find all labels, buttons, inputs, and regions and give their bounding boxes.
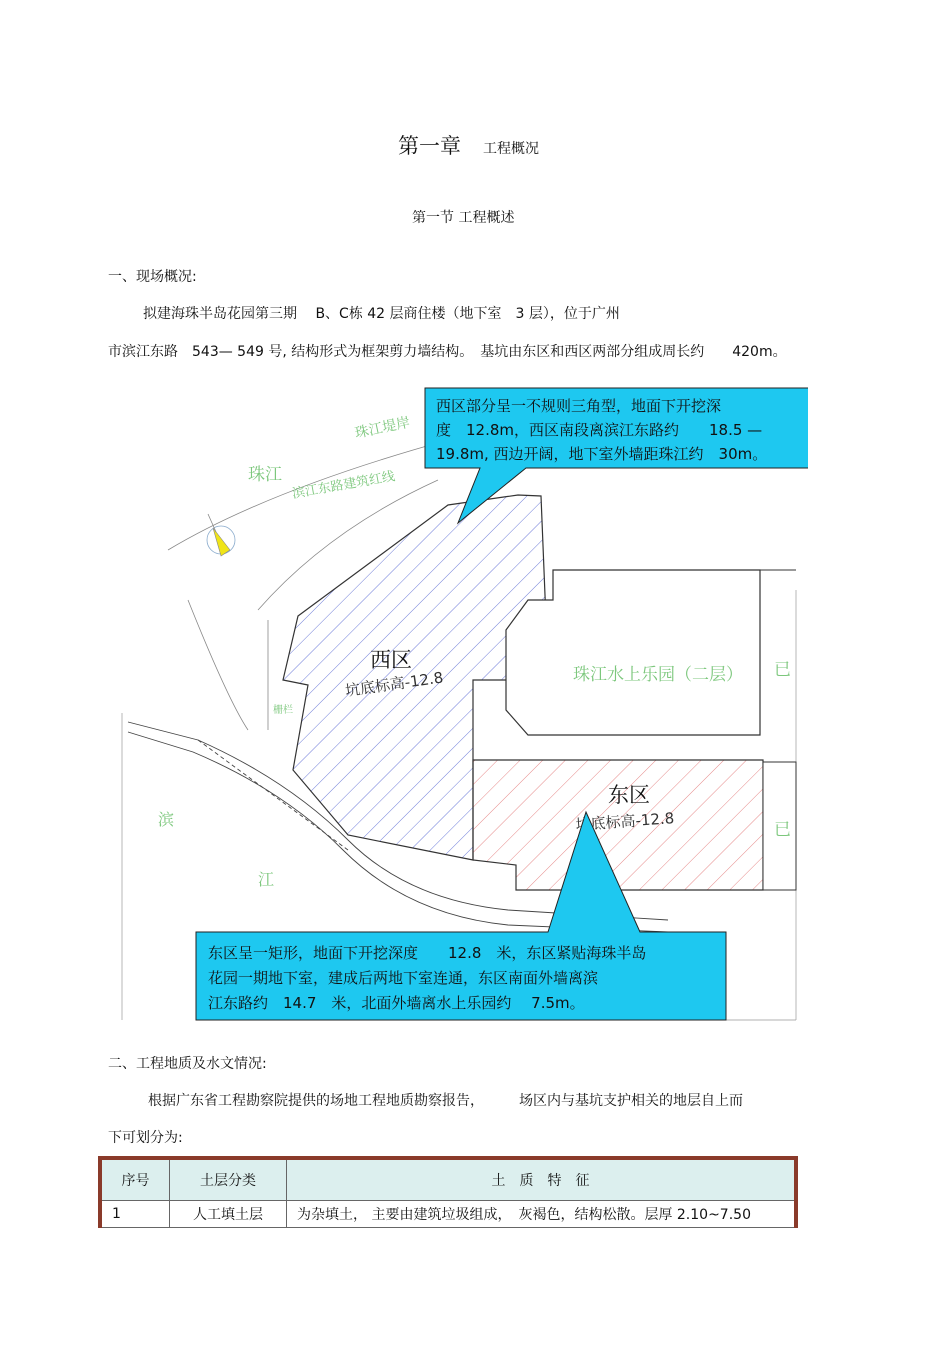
geology-line1: 根据广东省工程勘察院提供的场地工程地质勘察报告， 场区内与基坑支护相关的地层自上而 <box>148 1093 743 1109</box>
table-row <box>100 1201 796 1228</box>
label-road-2: 江 <box>258 870 275 889</box>
geology-line2: 下可划分为: <box>108 1130 183 1146</box>
pit-label-east: 坑底标高-12.8 <box>575 809 675 834</box>
section-title: 第一节 工程概述 <box>412 210 515 226</box>
cell-soil-type: 人工填土层 <box>170 1201 287 1228</box>
callout-east-line1: 东区呈一矩形，地面下开挖深度 12.8 米，东区紧贴海珠半岛 <box>208 944 647 962</box>
cell-soil-feature: 为杂填土， 主要由建筑垃圾组成， 灰褐色，结构松散。层厚 2.10~7.50 <box>287 1201 797 1228</box>
callout-east-line2: 花园一期地下室，建成后两地下室连通，东区南面外墙离滨 <box>208 969 599 987</box>
label-existing-1: 已 <box>774 660 791 680</box>
cell-index: 1 <box>100 1201 170 1228</box>
label-bank: 珠江堤岸 <box>353 414 412 442</box>
callout-west <box>425 388 808 523</box>
site-overview-heading: 一、现场概况: <box>108 269 197 285</box>
site-plan-drawing <box>108 380 808 1030</box>
chapter-subtitle: 工程概况 <box>483 141 539 157</box>
chapter-title <box>398 130 539 160</box>
label-existing-2: 已 <box>774 820 791 840</box>
site-overview-line2: 市滨江东路 543— 549 号, 结构形式为框架剪力墙结构。 基坑由东区和西区两部分组成周长约 420m。 <box>108 344 787 360</box>
callout-east-line3: 江东路约 14.7 米，北面外墙离水上乐园约 7.5m。 <box>208 994 585 1012</box>
soil-layer-table <box>98 1156 798 1228</box>
callout-west-line2: 度 12.8m，西区南段离滨江东路约 18.5 — <box>436 421 763 439</box>
label-small: 栅栏 <box>273 705 293 716</box>
geology-heading: 二、工程地质及水文情况: <box>108 1056 267 1072</box>
header-soil-feature: 土 质 特 征 <box>287 1158 797 1201</box>
callout-west-line3: 19.8m, 西边开阔，地下室外墙距珠江约 30m。 <box>436 445 768 463</box>
site-overview-line1: 拟建海珠半岛花园第三期 B、C栋 42 层商住楼（地下室 3 层），位于广州 <box>143 306 620 322</box>
label-zhujiang: 珠江 <box>248 465 282 485</box>
label-road-1: 滨 <box>158 810 175 829</box>
header-soil-type: 土层分类 <box>170 1158 287 1201</box>
north-arrow-icon <box>207 514 235 556</box>
chapter-number: 第一章 <box>398 134 461 158</box>
pit-label-west: 坑底标高-12.8 <box>344 668 445 700</box>
header-index: 序号 <box>100 1158 170 1201</box>
zone-west-label: 西区 <box>370 648 412 672</box>
zone-east-label: 东区 <box>608 783 650 807</box>
label-redline: 滨江东路建筑红线 <box>291 469 397 502</box>
callout-west-line1: 西区部分呈一不规则三角型，地面下开挖深 <box>436 397 722 415</box>
label-waterpark: 珠江水上乐园（二层） <box>573 665 743 685</box>
table-header-row <box>100 1158 796 1201</box>
